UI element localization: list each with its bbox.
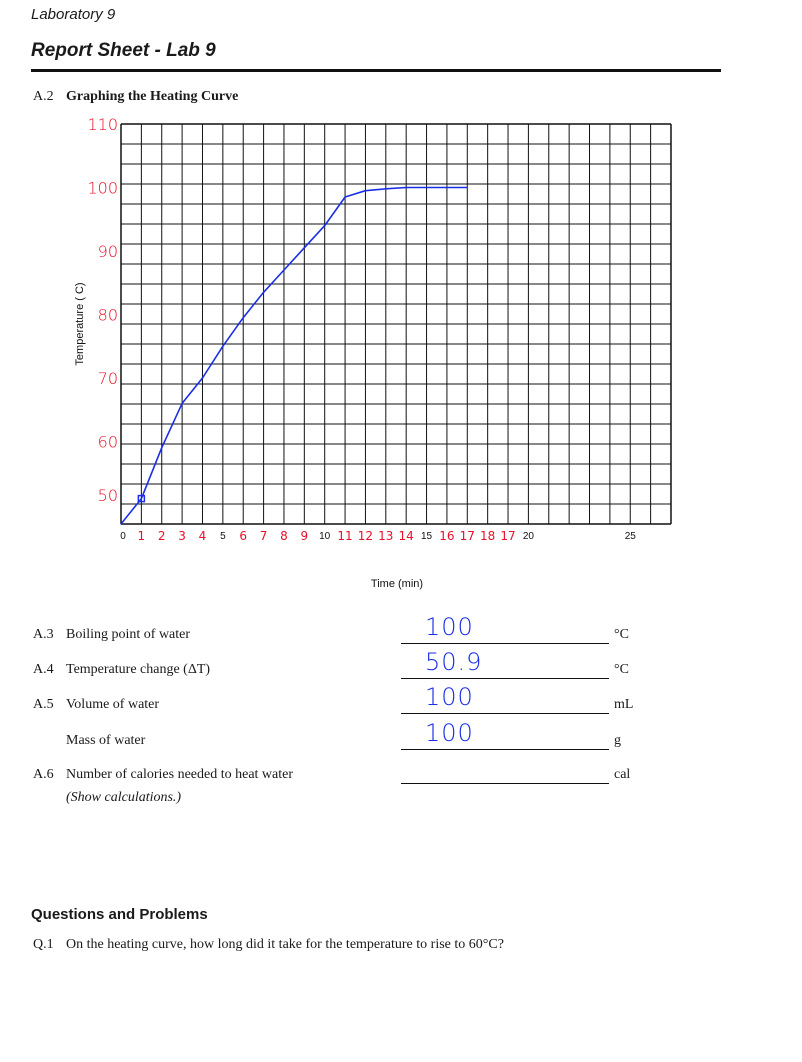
x-tick-label-handwritten: 17 (459, 529, 475, 543)
series-line (121, 188, 467, 525)
x-tick-label-handwritten: 12 (357, 529, 374, 543)
data-point (161, 447, 162, 448)
y-axis-label-group (74, 282, 423, 590)
x-tick-label: 0 (120, 531, 126, 542)
y-tick-label-handwritten: 60 (97, 432, 118, 452)
section-title: Graphing the Heating Curve (66, 89, 239, 104)
data-point (446, 187, 447, 188)
x-tick-label-handwritten: 1 (137, 529, 146, 543)
data-point (304, 247, 305, 248)
x-tick-label: 5 (220, 531, 226, 542)
questions-heading: Questions and Problems (31, 906, 208, 923)
x-tick-label: 10 (319, 531, 331, 542)
answer-blank[interactable] (401, 749, 609, 750)
x-tick-label-handwritten: 9 (300, 529, 309, 543)
calculation-note: (Show calculations.) (66, 790, 182, 805)
item-label: Boiling point of water (66, 627, 191, 642)
handwritten-answer: 100 (425, 613, 474, 641)
handwritten-answer: 100 (425, 683, 474, 711)
x-tick-label-handwritten: 16 (439, 529, 455, 543)
x-tick-labels (120, 529, 636, 543)
answer-blank[interactable] (401, 783, 609, 784)
item-label: Number of calories needed to heat water (66, 767, 294, 782)
x-tick-label-handwritten: 14 (398, 529, 414, 543)
y-tick-label-handwritten: 80 (97, 305, 118, 325)
y-tick-label-handwritten: 90 (97, 241, 118, 261)
question-text: On the heating curve, how long did it take for the temperature to rise to 60°C? (66, 937, 504, 952)
title-divider (31, 69, 721, 72)
section-a2-heading (33, 89, 238, 105)
x-tick-label-handwritten: 7 (259, 529, 268, 543)
data-point (324, 225, 325, 226)
x-tick-label-handwritten: 3 (178, 529, 186, 543)
answer-blank[interactable] (401, 643, 609, 644)
data-series (120, 187, 467, 525)
item-label: Volume of water (66, 697, 160, 712)
x-tick-label-handwritten: 17 (500, 529, 516, 543)
x-tick-label: 25 (624, 531, 636, 542)
y-tick-labels (87, 115, 118, 505)
unit-label: °C (614, 662, 629, 677)
item-label: Temperature change (ΔT) (66, 662, 211, 677)
data-point (263, 292, 264, 293)
y-tick-label-handwritten: 50 (97, 485, 118, 505)
x-axis-label: Time (min) (370, 578, 424, 590)
x-tick-label-handwritten: 6 (239, 529, 248, 543)
unit-label: cal (614, 767, 631, 782)
y-axis-label: Temperature ( C) (74, 282, 86, 366)
handwritten-answer: 100 (425, 719, 474, 747)
item-number: A.3 (33, 627, 54, 642)
y-tick-label-handwritten: 100 (87, 178, 118, 198)
x-tick-label-handwritten: 13 (378, 529, 394, 543)
data-point (426, 187, 427, 188)
unit-label: °C (614, 627, 629, 642)
x-tick-label-handwritten: 18 (480, 529, 496, 543)
handwritten-answer: 50.9 (425, 648, 483, 676)
data-point (344, 196, 345, 197)
data-point (467, 187, 468, 188)
answer-blank[interactable] (401, 713, 609, 714)
data-point (283, 269, 284, 270)
item-number: A.6 (33, 767, 54, 782)
section-number: A.2 (33, 89, 54, 104)
x-tick-label-handwritten: 4 (198, 529, 207, 543)
x-tick-label-handwritten: 8 (280, 529, 288, 543)
item-number: A.4 (33, 662, 54, 677)
data-point (222, 346, 223, 347)
item-number: A.5 (33, 697, 54, 712)
data-point (385, 188, 386, 189)
data-point (141, 498, 142, 499)
x-tick-label-handwritten: 2 (157, 529, 166, 543)
answer-blank[interactable] (401, 678, 609, 679)
unit-label: g (614, 733, 621, 748)
data-point (243, 317, 244, 318)
unit-label: mL (614, 697, 634, 712)
y-tick-label-handwritten: 70 (97, 368, 118, 388)
data-point (202, 377, 203, 378)
chart-grid (121, 124, 671, 524)
heating-curve-chart (0, 115, 802, 595)
y-tick-label-handwritten: 110 (87, 115, 118, 134)
data-point (120, 523, 121, 524)
x-tick-label: 15 (420, 531, 433, 542)
data-point (406, 187, 407, 188)
lab-header: Laboratory 9 (31, 6, 116, 23)
x-tick-label: 20 (522, 531, 534, 542)
x-tick-label-handwritten: 11 (337, 529, 353, 543)
item-label: Mass of water (66, 733, 146, 748)
question-number: Q.1 (33, 937, 54, 952)
data-point (182, 403, 183, 404)
question-item (33, 937, 504, 953)
data-point (365, 190, 366, 191)
report-title: Report Sheet - Lab 9 (31, 40, 216, 61)
